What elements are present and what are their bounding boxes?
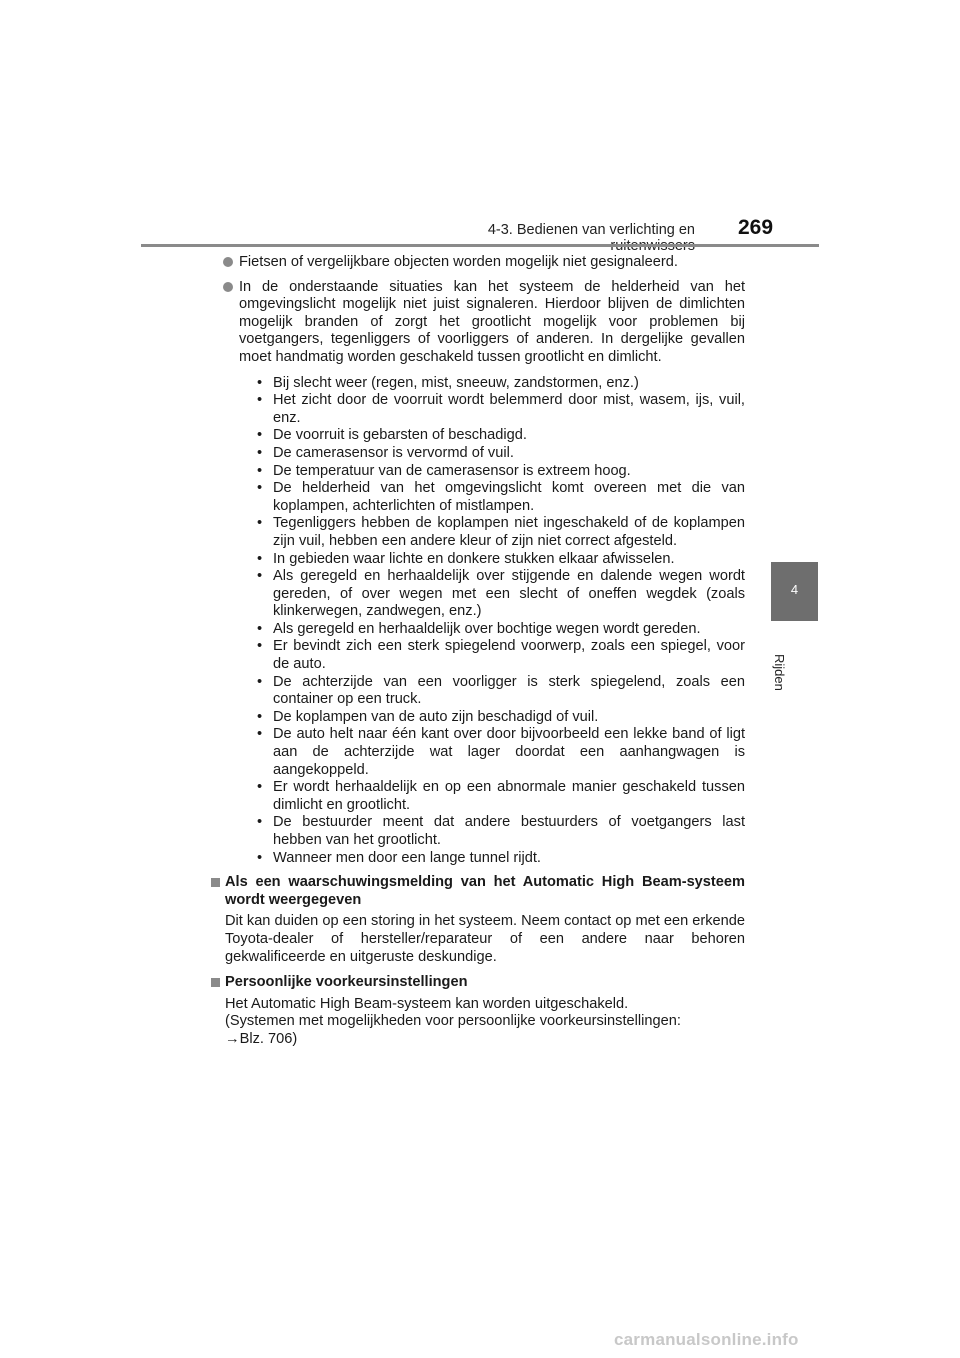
list-item: • De koplampen van de auto zijn beschadigd of vuil. (257, 709, 745, 727)
list-item: • De achterzijde van een voorligger is sterk spiegelend, zoals een container op een truck. (257, 674, 745, 709)
round-bullet-icon (223, 282, 233, 292)
list-item: • Als geregeld en herhaaldelijk over stijgende en dalende wegen wordt gereden, of over wegen met een slecht of oneffen wegdek (zoals klinkerwegen, zandwegen, enz.) (257, 568, 745, 621)
section-title: Persoonlijke voorkeursinstellingen (225, 974, 468, 991)
section-body: Het Automatic High Beam-systeem kan worden uitgeschakeld. (Systemen met mogelijkheden voor persoonlijke voorkeursinstellingen: →Blz. 706) (225, 995, 681, 1047)
list-item: • De bestuurder meent dat andere bestuurders of voetgangers last hebben van het grootlicht. (257, 814, 745, 849)
square-bullet-icon (211, 878, 220, 887)
info-section-warning (223, 874, 745, 966)
list-item: • Als geregeld en herhaaldelijk over bochtige wegen wordt gereden. (257, 621, 745, 639)
page-number: 269 (738, 216, 774, 239)
list-item: • Tegenliggers hebben de koplampen niet ingeschakeld of de koplampen zijn vuil, hebben een andere kleur of zijn niet correct afgesteld. (257, 515, 745, 550)
bullet-paragraph (223, 279, 745, 868)
page-content (223, 254, 745, 1049)
section-title: Als een waarschuwingsmelding van het Automatic High Beam-systeem wordt weergegeven (225, 874, 745, 908)
list-item: • De temperatuur van de camerasensor is extreem hoog. (257, 463, 745, 481)
running-header-section: 4-3. Bedienen van verlichting en (487, 222, 695, 238)
list-item: • Bij slecht weer (regen, mist, sneeuw, zandstormen, enz.) (257, 375, 745, 393)
list-item: • De camerasensor is vervormd of vuil. (257, 445, 745, 463)
bullet-paragraph (223, 254, 745, 272)
bullet-text: Fietsen of vergelijkbare objecten worden mogelijk niet gesignaleerd. (239, 254, 678, 270)
chapter-tab (771, 562, 818, 621)
round-bullet-icon (223, 257, 233, 267)
list-item: • In gebieden waar lichte en donkere stukken elkaar afwisselen. (257, 551, 745, 569)
list-item: • Er wordt herhaaldelijk en op een abnormale manier geschakeld tussen dimlicht en grootlicht. (257, 779, 745, 814)
situation-list (239, 375, 745, 868)
chapter-tab-number: 4 (790, 582, 799, 597)
list-item: • Er bevindt zich een sterk spiegelend voorwerp, zoals een spiegel, voor de auto. (257, 638, 745, 673)
list-item: • De auto helt naar één kant over door bijvoorbeeld een lekke band of ligt aan de achterzijde wat lager doordat een aanhangwagen is aangekoppeld. (257, 726, 745, 779)
list-item: • Het zicht door de voorruit wordt belemmerd door mist, wasem, ijs, vuil, enz. (257, 392, 745, 427)
list-item: • De voorruit is gebarsten of beschadigd. (257, 427, 745, 445)
square-bullet-icon (211, 978, 220, 987)
watermark: carmanualsonline.info (614, 1330, 799, 1349)
chapter-tab-label: Rijden (772, 654, 787, 691)
info-section-customization (223, 974, 745, 1048)
header-rule (141, 244, 819, 247)
section-body: Dit kan duiden op een storing in het systeem. Neem contact op met een erkende Toyota-dealer of hersteller/reparateur of een andere naar behoren gekwalificeerde en uitgeruste deskundige. (225, 913, 746, 965)
list-item: • De helderheid van het omgevingslicht komt overeen met die van koplampen, achterlichten of mistlampen. (257, 480, 745, 515)
bullet-text: In de onderstaande situaties kan het systeem de helderheid van het omgevingslicht mogelijk niet juist signaleren. Hierdoor blijven de dimlichten mogelijk branden of zorgt het grootlicht mogelijk voor problemen bij voetgangers, tegenliggers of voorliggers of anderen. In dergelijke gevallen moet handmatig worden geschakeld tussen grootlicht en dimlicht. (239, 278, 745, 365)
list-item: • Wanneer men door een lange tunnel rijdt. (257, 850, 745, 868)
